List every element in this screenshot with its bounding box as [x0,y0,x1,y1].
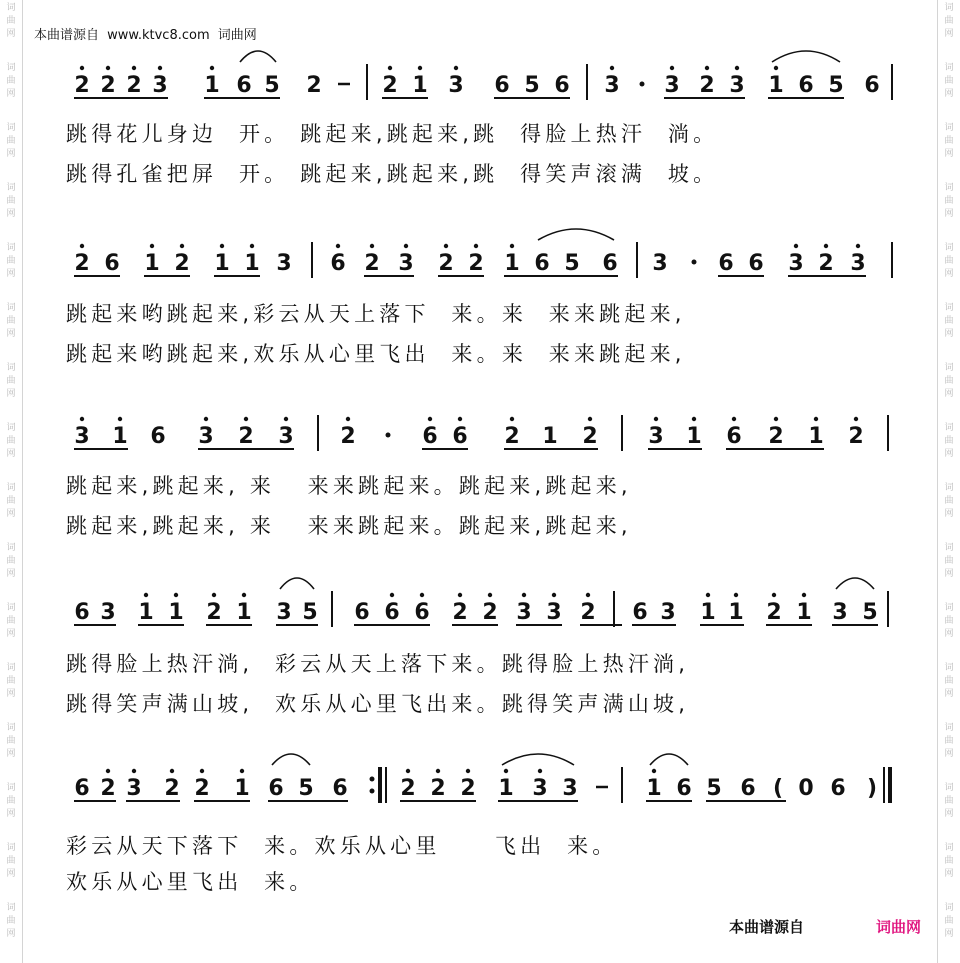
watermark-text: 词 曲 网 [944,603,954,639]
note-number: 2 [848,424,864,449]
note-number: 1 [646,776,662,801]
watermark-text: 词 曲 网 [6,183,16,219]
watermark-text: 词 曲 网 [944,663,954,699]
watermark-text: 词 曲 网 [944,423,954,459]
note-number: 2 [126,73,142,98]
watermark-text: 词 曲 网 [944,483,954,519]
note-number: 6 [798,73,814,98]
octave-dot [654,417,658,421]
octave-dot [388,66,392,70]
note-number: 2 [206,600,222,625]
watermark-text: 词 曲 网 [6,663,16,699]
octave-dot [458,417,462,421]
octave-dot [588,417,592,421]
slur-arc [240,51,276,62]
octave-dot [586,593,590,597]
watermark-text: 词 曲 网 [6,363,16,399]
note-number: 3 [152,73,168,98]
note-number: 2 [400,776,416,801]
note-number: 1 [412,73,428,98]
note-number: 6 [414,600,430,625]
octave-dot [240,769,244,773]
note-number: 1 [236,600,252,625]
note-number: 1 [214,251,230,276]
octave-dot [652,769,656,773]
octave-dot [510,417,514,421]
note-number: 6 [830,776,846,801]
note-number: 6 [632,600,648,625]
octave-dot [706,593,710,597]
octave-dot [132,66,136,70]
octave-dot [552,593,556,597]
octave-dot [802,593,806,597]
note-number: 3 [276,600,292,625]
watermark-text: 词 曲 网 [6,903,16,939]
note-number: 2 [306,73,322,98]
note-number: 2 [74,251,90,276]
note-number: 5 [564,251,580,276]
octave-dot [692,417,696,421]
note-number: 3 [198,424,214,449]
lyric-row-5-verse-2: 欢乐从心里飞出 来。 [66,870,315,894]
note-number: 6 [554,73,570,98]
note-number: 2 [438,251,454,276]
note-number: 0 [798,776,814,801]
watermark-text: 词 曲 网 [6,723,16,759]
note-number: 6 [354,600,370,625]
note-number: 5 [264,73,280,98]
octave-dot [670,66,674,70]
note-number: 3 [126,776,142,801]
octave-dot [428,417,432,421]
note-number: 2 [164,776,180,801]
octave-dot [538,769,542,773]
note-number: 6 [150,424,166,449]
octave-dot [174,593,178,597]
lyric-row-3-verse-2: 跳起来,跳起来, 来 来来跳起来。跳起来,跳起来, [66,514,632,538]
note-number: 2 [340,424,356,449]
watermark-text: 词 曲 网 [944,363,954,399]
note-number: 1 [204,73,220,98]
octave-dot [458,593,462,597]
note-number: 2 [504,424,520,449]
note-number: 5 [298,776,314,801]
augmentation-dot [692,260,697,265]
note-number: 6 [74,600,90,625]
octave-dot [80,417,84,421]
note-number: 5 [862,600,878,625]
lyric-row-1-verse-2: 跳得孔雀把屏 开。 跳起来,跳起来,跳 得笑声滚满 坡。 [66,162,719,186]
watermark-text: 词 曲 网 [6,783,16,819]
watermark-text: 词 曲 网 [6,3,16,39]
note-number: 2 [430,776,446,801]
note-number: 3 [100,600,116,625]
augmentation-dot [386,433,391,438]
note-number: 6 [332,776,348,801]
octave-dot [106,66,110,70]
octave-dot [420,593,424,597]
octave-dot [170,769,174,773]
note-number: 2 [364,251,380,276]
octave-dot [406,769,410,773]
octave-dot [454,66,458,70]
watermark-text: 词 曲 网 [6,243,16,279]
note-number: 2 [100,73,116,98]
note-number: 6 [740,776,756,801]
note-number: 3 [278,424,294,449]
note-number: 3 [660,600,676,625]
lyric-row-4-verse-2: 跳得笑声满山坡, 欢乐从心里飞出来。跳得笑声满山坡, [66,692,690,716]
note-number: 2 [768,424,784,449]
note-number: 6 [726,424,742,449]
note-number: 2 [699,73,715,98]
note-number: 2 [238,424,254,449]
octave-dot [774,66,778,70]
octave-dot [210,66,214,70]
lyric-row-3-verse-1: 跳起来,跳起来, 来 来来跳起来。跳起来,跳起来, [66,474,632,498]
note-number: 2 [100,776,116,801]
octave-dot [250,244,254,248]
octave-dot [466,769,470,773]
watermark-text: 词 曲 网 [944,723,954,759]
octave-dot [204,417,208,421]
note-number: 3 [664,73,680,98]
octave-dot [732,417,736,421]
note-number: 6 [676,776,692,801]
octave-dot [824,244,828,248]
note-number: 2 [580,600,596,625]
note-number: 6 [494,73,510,98]
note-number: 2 [766,600,782,625]
note-number: 6 [534,251,550,276]
slur-arc [650,754,688,765]
watermark-text: 词 曲 网 [944,783,954,819]
lyric-row-4-verse-1: 跳得脸上热汗淌, 彩云从天上落下来。跳得脸上热汗淌, [66,652,690,676]
note-number: 2 [468,251,484,276]
note-number: 3 [516,600,532,625]
repeat-dot [370,777,375,782]
octave-dot [150,244,154,248]
note-number: 2 [74,73,90,98]
octave-dot [510,244,514,248]
header-url[interactable]: www.ktvc8.com [107,28,210,43]
octave-dot [390,593,394,597]
footer-site-name[interactable]: 词曲网 [876,918,922,936]
slur-arc [538,229,614,240]
note-number: 2 [452,600,468,625]
header-source-label: 本曲谱源自 [34,28,100,43]
octave-dot [418,66,422,70]
note-number: 3 [604,73,620,98]
repeat-dot [370,789,375,794]
slur-arc [280,578,314,589]
octave-dot [284,417,288,421]
footer-source-label: 本曲谱源自 [729,918,805,936]
watermark-text: 词 曲 网 [6,483,16,519]
note-number: 1 [728,600,744,625]
parenthesis: ) [866,776,878,801]
watermark-text: 词 曲 网 [6,843,16,879]
note-number: 1 [542,424,558,449]
note-number: 1 [808,424,824,449]
octave-dot [705,66,709,70]
octave-dot [735,66,739,70]
octave-dot [474,244,478,248]
note-number: 3 [398,251,414,276]
watermark-text: 词 曲 网 [944,3,954,39]
octave-dot [522,593,526,597]
lyric-row-2-verse-1: 跳起来哟跳起来,彩云从天上落下 来。来 来来跳起来, [66,302,686,326]
octave-dot [212,593,216,597]
octave-dot [856,244,860,248]
note-number: 1 [504,251,520,276]
note-number: 6 [452,424,468,449]
octave-dot [794,244,798,248]
note-number: 6 [236,73,252,98]
note-number: 5 [828,73,844,98]
watermark-text: 词 曲 网 [944,903,954,939]
note-number: 6 [422,424,438,449]
octave-dot [242,593,246,597]
octave-dot [80,66,84,70]
octave-dot [814,417,818,421]
watermark-text: 词 曲 网 [6,63,16,99]
note-number: 6 [384,600,400,625]
watermark-text: 词 曲 网 [944,63,954,99]
octave-dot [772,593,776,597]
note-number: 2 [818,251,834,276]
note-number: 2 [460,776,476,801]
octave-dot [346,417,350,421]
octave-dot [444,244,448,248]
note-number: 3 [652,251,668,276]
octave-dot [488,593,492,597]
note-number: 1 [686,424,702,449]
watermark-text: 词 曲 网 [944,123,954,159]
octave-dot [404,244,408,248]
note-number: 2 [482,600,498,625]
note-number: 1 [144,251,160,276]
watermark-text: 词 曲 网 [6,423,16,459]
note-number: 1 [498,776,514,801]
note-number: 3 [276,251,292,276]
augmentation-dot [640,82,645,87]
note-number: 2 [174,251,190,276]
header-site-name[interactable]: 词曲网 [217,28,257,43]
note-number: 3 [74,424,90,449]
octave-dot [118,417,122,421]
note-number: 2 [194,776,210,801]
watermark-text: 词 曲 网 [944,303,954,339]
octave-dot [734,593,738,597]
octave-dot [774,417,778,421]
octave-dot [244,417,248,421]
note-number: 5 [524,73,540,98]
note-number: 1 [112,424,128,449]
watermark-text: 词 曲 网 [6,123,16,159]
note-number: 6 [864,73,880,98]
octave-dot [436,769,440,773]
octave-dot [854,417,858,421]
watermark-text: 词 曲 网 [944,243,954,279]
note-number: 1 [234,776,250,801]
octave-dot [158,66,162,70]
note-number: 3 [832,600,848,625]
octave-dot [144,593,148,597]
note-number: 5 [706,776,722,801]
note-number: 3 [850,251,866,276]
note-number: 1 [796,600,812,625]
lyric-row-2-verse-2: 跳起来哟跳起来,欢乐从心里飞出 来。来 来来跳起来, [66,342,686,366]
note-number: 1 [700,600,716,625]
note-number: 3 [648,424,664,449]
octave-dot [200,769,204,773]
watermark-text: 词 曲 网 [6,303,16,339]
note-number: 3 [562,776,578,801]
note-number: 6 [104,251,120,276]
note-number: 6 [718,251,734,276]
octave-dot [504,769,508,773]
slur-arc [836,578,874,589]
note-number: 3 [532,776,548,801]
watermark-text: 词 曲 网 [944,543,954,579]
lyric-row-5-verse-1: 彩云从天下落下 来。欢乐从心里 飞出 来。 [66,834,618,858]
note-number: 2 [582,424,598,449]
note-number: 3 [448,73,464,98]
note-number: 6 [268,776,284,801]
watermark-text: 词 曲 网 [944,843,954,879]
note-number: 3 [788,251,804,276]
note-number: 1 [168,600,184,625]
octave-dot [370,244,374,248]
octave-dot [180,244,184,248]
watermark-text: 词 曲 网 [944,183,954,219]
note-number: 2 [382,73,398,98]
note-number: 3 [729,73,745,98]
note-number: 6 [330,251,346,276]
octave-dot [106,769,110,773]
note-number: 1 [138,600,154,625]
slur-arc [272,754,310,765]
note-number: 1 [244,251,260,276]
parenthesis: ( [772,776,784,801]
note-number: 6 [74,776,90,801]
note-number: 3 [546,600,562,625]
octave-dot [220,244,224,248]
slur-arc [502,754,574,765]
watermark-text: 词 曲 网 [6,603,16,639]
lyric-row-1-verse-1: 跳得花儿身边 开。 跳起来,跳起来,跳 得脸上热汗 淌。 [66,122,719,146]
octave-dot [80,244,84,248]
watermark-text: 词 曲 网 [6,543,16,579]
octave-dot [132,769,136,773]
slur-arc [772,51,840,62]
note-number: 6 [748,251,764,276]
note-number: 6 [602,251,618,276]
note-number: 1 [768,73,784,98]
octave-dot [610,66,614,70]
note-number: 5 [302,600,318,625]
octave-dot [336,244,340,248]
